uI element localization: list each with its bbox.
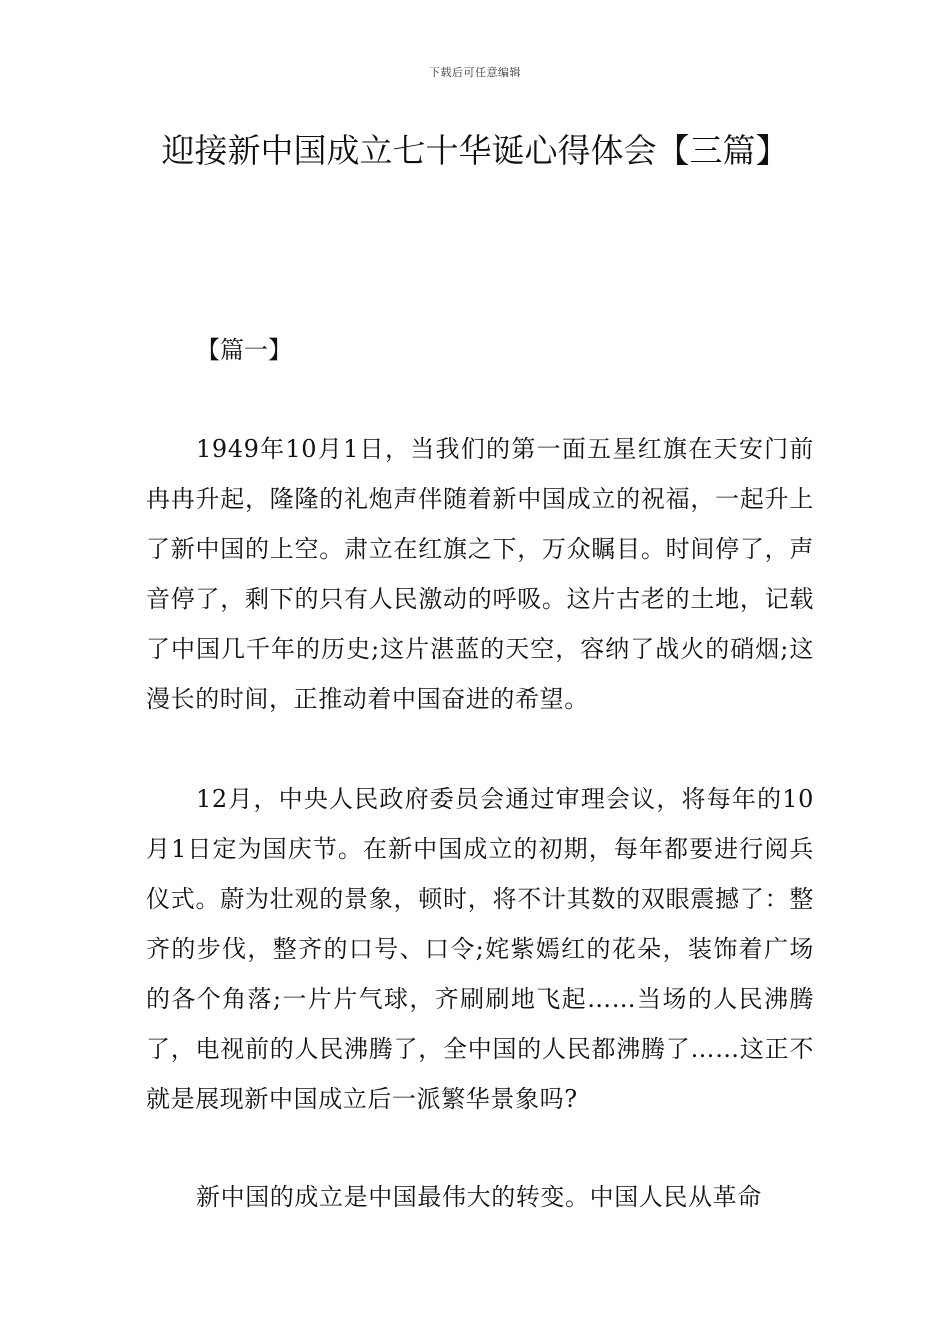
- paragraph-3: 新中国的成立是中国最伟大的转变。中国人民从革命: [196, 1183, 762, 1211]
- document-title: 迎接新中国成立七十华诞心得体会【三篇】: [161, 131, 789, 170]
- paragraph-1: 1949年10月1日，当我们的第一面五星红旗在天安门前冉冉升起，隆隆的礼炮声伴随着新中国成立的祝福，一起升上了新中国的上空。肃立在红旗之下，万众瞩目。时间停了，声音停了，剩下的只有人民激动的呼吸。这片古老的土地，记载了中国几千年的历史;这片湛蓝的天空，容纳了战火的硝烟;这漫长的时间，正推动着中国奋进的希望。: [146, 435, 814, 713]
- header-note: 下载后可任意编辑: [429, 66, 521, 79]
- section-label: 【篇一】: [196, 336, 292, 364]
- paragraph-2: 12月，中央人民政府委员会通过审理会议，将每年的10月1日定为国庆节。在新中国成立的初期，每年都要进行阅兵仪式。蔚为壮观的景象，顿时，将不计其数的双眼震撼了：整齐的步伐，整齐的口号、口令;姹紫嫣红的花朵，装饰着广场的各个角落;一片片气球，齐刷刷地飞起……当场的人民沸腾了，电视前的人民沸腾了，全中国的人民都沸腾了……这正不就是展现新中国成立后一派繁华景象吗?: [146, 785, 814, 1113]
